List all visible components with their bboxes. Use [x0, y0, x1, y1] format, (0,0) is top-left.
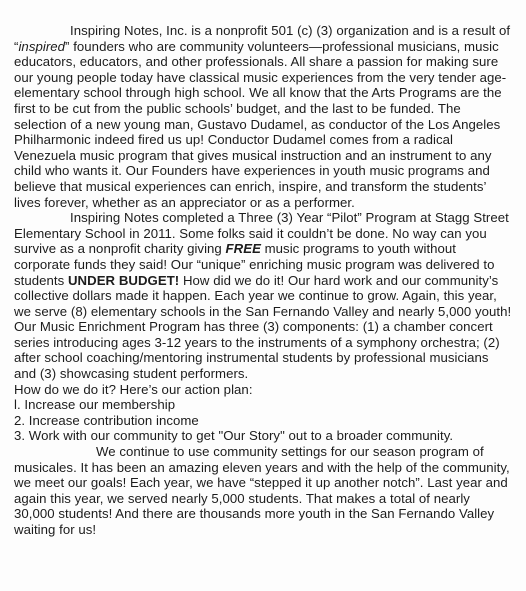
under-budget-emphasis: UNDER BUDGET!	[67, 272, 180, 288]
action-plan-item-3: 3. Work with our community to get "Our Story" out to a broader community.	[14, 428, 454, 444]
mission-text-start: Inspiring Notes, Inc. is a nonprofit 501 (c) (3) organization and is a result of “	[14, 23, 511, 54]
mission-text-rest: ” founders who are community volunteers—professional musicians, music educators, educators, and other professionals. All share a passion for making sure our young people today have classical music experiences from the very tender age-elementary school through high school. We all know that the Arts Programs are the first to be cut from the public schools’ budget, and the last to be funded. The selection of a new young man, Gustavo Dudamel, as conductor of the Los Angeles Philharmonic indeed fired us up! Conductor Dudamel comes from a radical Venezuela music program that gives musical instruction and an instrument to any child who wants it. Our Founders have experiences in youth music programs and believe that musical experiences can enrich, inspire, and transform the students’ lives forever, whether as an appreciator or as a performer.	[14, 38, 507, 210]
action-plan-item-1: l. Increase our membership	[14, 397, 176, 413]
pilot-text-start: Inspiring Notes completed a Three (3) Year “Pilot” Program at Stagg Street Elementary School in 2011. Some folks said it couldn’t be done. No way can you survive as a nonprofit charity giving	[14, 210, 509, 257]
paragraph-community	[14, 444, 514, 538]
document-body	[14, 23, 514, 538]
pilot-text-rest: How did we do it! Our hard work and our community’s collective dollars made it happen. Each year we continue to grow. Again, this year, we serve (8) elementary schools in the San Fernando Valley and nearly 5,000 youth! Our Music Enrichment Program has three (3) components: (1) a chamber concert series introducing ages 3-12 years to the instruments of a symphony orchestra; (2) after school coaching/mentoring instrumental students by professional musicians and (3) showcasing student performers.	[14, 272, 512, 382]
paragraph-pilot-program	[14, 210, 514, 382]
action-plan-intro: How do we do it? Here’s our action plan:	[14, 381, 253, 397]
paragraph-mission	[14, 23, 514, 210]
action-plan-item-2: 2. Increase contribution income	[14, 412, 199, 428]
pilot-text-middle: music programs to youth without corporate funds they said! Our “unique” enriching music program was delivered to students	[14, 241, 495, 288]
inspired-emphasis: inspired	[18, 38, 66, 54]
community-text: We continue to use community settings for our season program of musicales. It has been an amazing eleven years and with the help of the community, we meet our goals! Each year, we have “stepped it up another notch”. Last year and again this year, we served nearly 5,000 students. That makes a total of nearly 30,000 students! And there are thousands more youth in the San Fernando Valley waiting for us!	[14, 444, 510, 537]
free-emphasis: FREE	[225, 241, 261, 257]
action-plan	[14, 382, 514, 444]
